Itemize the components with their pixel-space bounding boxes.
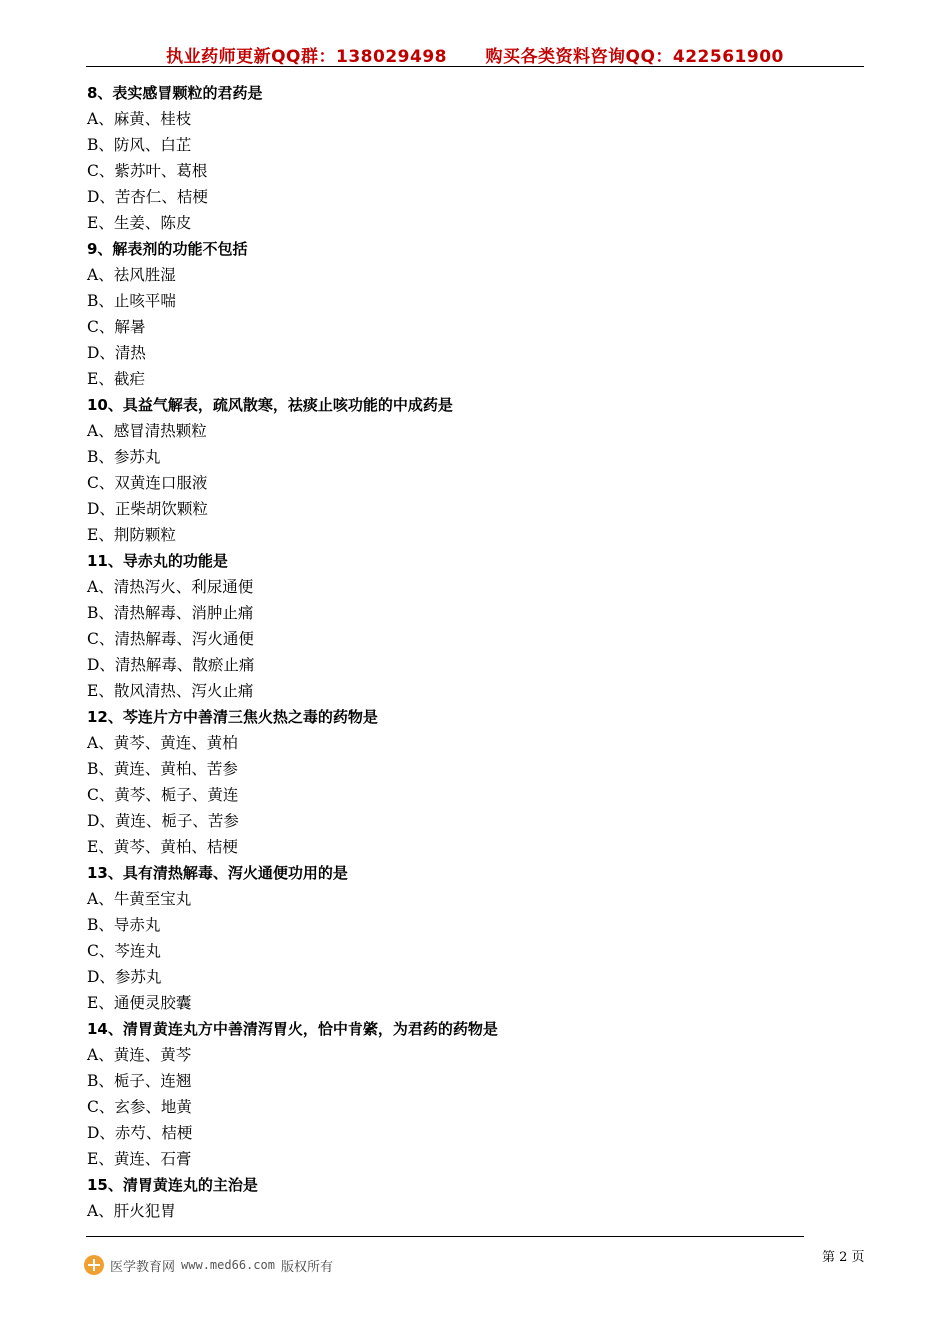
question-option: B、止咳平喘 [87,292,176,310]
question-title: 12、芩连片方中善清三焦火热之毒的药物是 [87,708,378,726]
question-option: C、解暑 [87,318,146,336]
question-title: 8、表实感冒颗粒的君药是 [87,84,263,102]
question-option: A、祛风胜湿 [87,266,176,284]
question-title: 10、具益气解表，疏风散寒，祛痰止咳功能的中成药是 [87,396,453,414]
footer-divider [86,1236,804,1237]
header-qq-contact: 购买各类资料咨询QQ：422561900 [485,47,784,67]
question-option: E、荆防颗粒 [87,526,176,544]
question-option: C、玄参、地黄 [87,1098,192,1116]
question-option: D、苦杏仁、桔梗 [87,188,208,206]
question-option: B、导赤丸 [87,916,161,934]
question-option: D、黄连、栀子、苦参 [87,812,239,830]
question-option: B、黄连、黄柏、苦参 [87,760,238,778]
question-title: 13、具有清热解毒、泻火通便功用的是 [87,864,348,882]
question-option: A、黄连、黄芩 [87,1046,192,1064]
question-option: D、赤芍、桔梗 [87,1124,193,1142]
question-option: C、紫苏叶、葛根 [87,162,208,180]
page-header [86,42,864,68]
question-option: E、通便灵胶囊 [87,994,192,1012]
question-option: A、肝火犯胃 [87,1202,176,1220]
header-qq-group: 执业药师更新QQ群：138029498 [166,47,447,67]
question-option: E、散风清热、泻火止痛 [87,682,254,700]
footer-brand [84,1254,333,1276]
question-option: C、双黄连口服液 [87,474,208,492]
question-option: B、清热解毒、消肿止痛 [87,604,254,622]
question-option: A、黄芩、黄连、黄柏 [87,734,238,752]
copyright-text: 版权所有 [280,1259,333,1275]
question-option: C、芩连丸 [87,942,161,960]
question-option: B、防风、白芷 [87,136,192,154]
question-option: C、清热解毒、泻火通便 [87,630,254,648]
question-title: 9、解表剂的功能不包括 [87,240,248,258]
question-option: A、麻黄、桂枝 [87,110,192,128]
question-option: A、清热泻火、利尿通便 [87,578,254,596]
med66-logo-icon [84,1255,104,1275]
question-option: E、截疟 [87,370,145,388]
question-option: D、参苏丸 [87,968,162,986]
question-title: 15、清胃黄连丸的主治是 [87,1176,258,1194]
question-option: A、感冒清热颗粒 [87,422,207,440]
question-option: E、黄芩、黄柏、桔梗 [87,838,238,856]
question-option: E、生姜、陈皮 [87,214,192,232]
question-option: D、清热解毒、散瘀止痛 [87,656,255,674]
question-option: C、黄芩、栀子、黄连 [87,786,239,804]
question-option: B、栀子、连翘 [87,1072,192,1090]
question-title: 14、清胃黄连丸方中善清泻胃火，恰中肯綮，为君药的药物是 [87,1020,498,1038]
question-option: A、牛黄至宝丸 [87,890,192,908]
question-title: 11、导赤丸的功能是 [87,552,228,570]
question-option: D、正柴胡饮颗粒 [87,500,208,518]
page-number: 第 2 页 [822,1250,865,1265]
question-option: B、参苏丸 [87,448,161,466]
brand-url[interactable]: www.med66.com [181,1258,275,1272]
header-divider [86,66,864,67]
question-option: E、黄连、石膏 [87,1150,192,1168]
question-list [87,80,847,1224]
question-option: D、清热 [87,344,146,362]
brand-name: 医学教育网 [110,1259,176,1275]
